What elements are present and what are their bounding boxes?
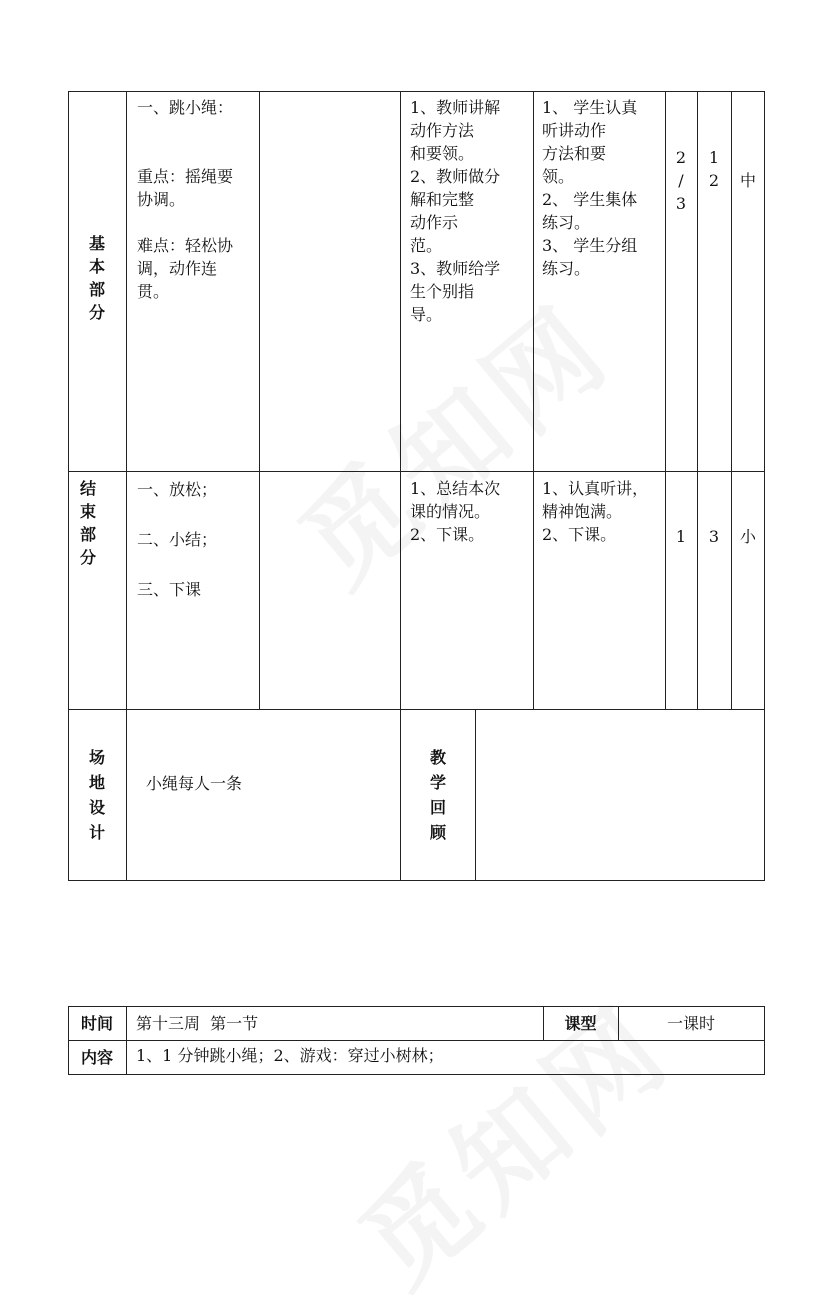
basic-content: 一、跳小绳： 重点：摇绳要 协调。 难点：轻松协 调，动作连 贯。 — [137, 98, 234, 301]
basic-teacher-activity: 1、教师讲解 动作方法 和要领。 2、教师做分 解和完整 动作示 范。 3、教师给学 生个别指 导。 — [410, 98, 501, 324]
lesson-type-label: 课型 — [564, 1014, 597, 1033]
basic-section-heading: 基本部分 — [88, 234, 105, 322]
basic-times: 2 / 3 — [675, 148, 687, 213]
venue-heading: 场地设计 — [88, 748, 105, 842]
ending-times: 1 — [675, 527, 687, 546]
ending-section-heading: 结束部分 — [79, 479, 96, 567]
content-label: 内容 — [80, 1048, 113, 1067]
basic-minutes: 1 2 — [708, 148, 720, 190]
ending-content: 一、放松； 二、小结； 三、下课 — [137, 480, 218, 599]
venue-content: 小绳每人一条 — [146, 774, 243, 793]
time-value: 第十三周 第一节 — [136, 1014, 259, 1033]
time-label: 时间 — [80, 1014, 113, 1033]
content-value: 1、1 分钟跳小绳；2、游戏：穿过小树林； — [136, 1046, 444, 1065]
ending-teacher-activity: 1、总结本次 课的情况。 2、下课。 — [410, 479, 501, 544]
ending-intensity: 小 — [739, 527, 756, 546]
basic-intensity: 中 — [739, 171, 756, 190]
ending-student-activity: 1、认真听讲， 精神饱满。 2、下课。 — [542, 479, 649, 544]
basic-student-activity: 1、 学生认真 听讲动作 方法和要 领。 2、 学生集体 练习。 3、 学生分组 练习。 — [542, 98, 638, 278]
lesson-type-value: 一课时 — [666, 1014, 715, 1033]
review-heading: 教学回顾 — [429, 748, 446, 842]
ending-minutes: 3 — [708, 527, 720, 546]
